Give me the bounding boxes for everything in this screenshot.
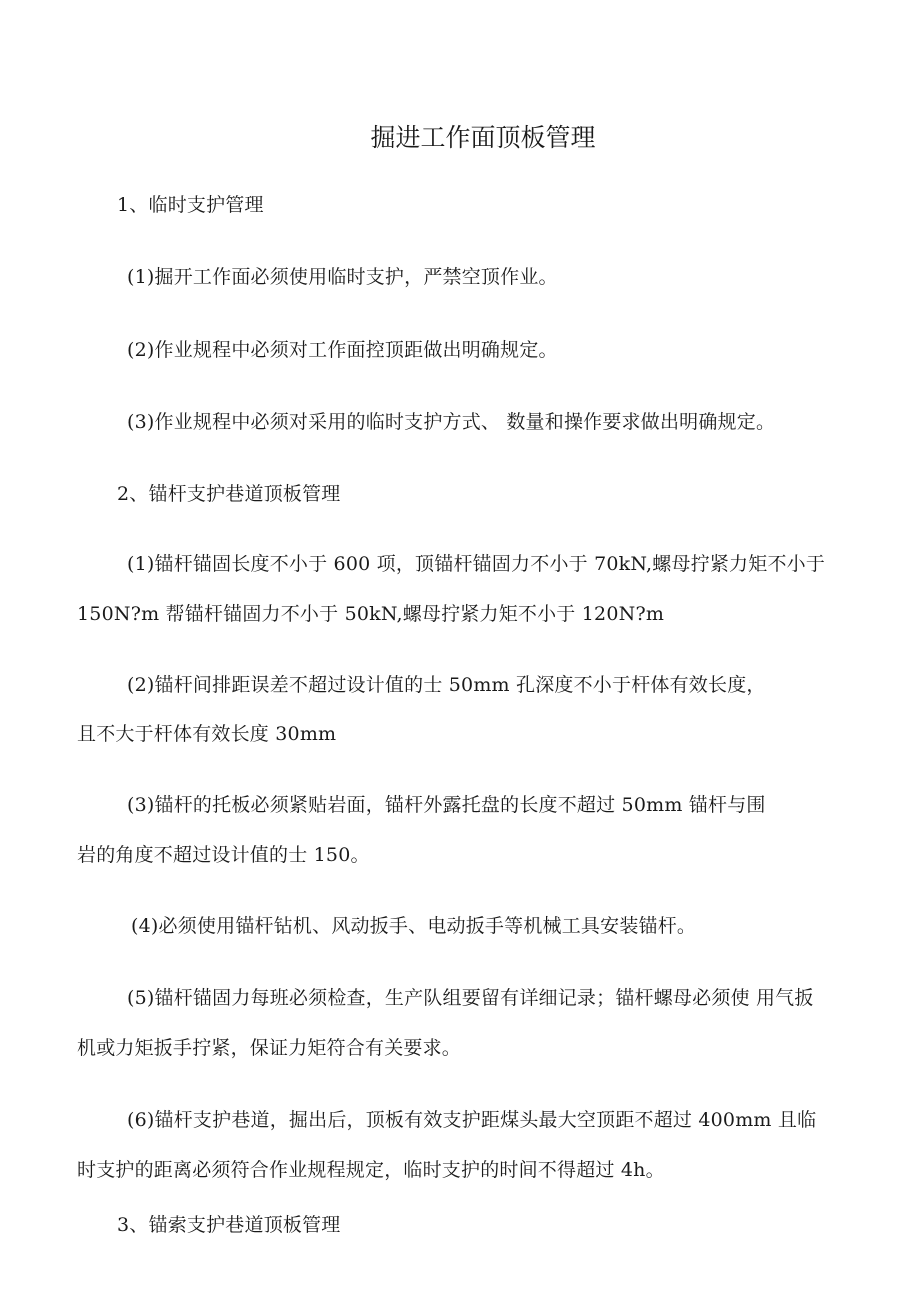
paragraph-line: (2)作业规程中必须对工作面控顶距做出明确规定。	[127, 339, 558, 361]
paragraph-line: 时支护的距离必须符合作业规程规定，临时支护的时间不得超过 4h。	[77, 1159, 665, 1181]
paragraph-line: 岩的角度不超过设计值的士 150。	[77, 844, 370, 866]
paragraph-line: 150N?m 帮锚杆锚固力不小于 50kN,螺母拧紧力矩不小于 120N?m	[77, 603, 665, 625]
page-title: 掘进工作面顶板管理	[370, 123, 596, 152]
paragraph-line: 且不大于杆体有效长度 30mm	[77, 723, 337, 745]
section-heading: 1、临时支护管理	[117, 194, 264, 216]
paragraph-line: (6)锚杆支护巷道，掘出后，顶板有效支护距煤头最大空顶距不超过 400mm 且临	[127, 1109, 817, 1131]
section-heading: 2、锚杆支护巷道顶板管理	[117, 483, 341, 505]
paragraph-line: (5)锚杆锚固力每班必须检查，生产队组要留有详细记录；锚杆螺母必须使 用气扳	[127, 987, 814, 1009]
paragraph-line: (3)锚杆的托板必须紧贴岩面，锚杆外露托盘的长度不超过 50mm 锚杆与围	[127, 794, 766, 816]
paragraph-line: (3)作业规程中必须对采用的临时支护方式、 数量和操作要求做出明确规定。	[127, 411, 776, 433]
section-heading: 3、锚索支护巷道顶板管理	[117, 1214, 341, 1236]
paragraph-line: (1)掘开工作面必须使用临时支护，严禁空顶作业。	[127, 266, 558, 288]
paragraph-line: 机或力矩扳手拧紧，保证力矩符合有关要求。	[77, 1037, 462, 1059]
paragraph-line: (1)锚杆锚固长度不小于 600 项，顶锚杆锚固力不小于 70kN,螺母拧紧力矩不小于	[127, 553, 826, 575]
paragraph-line: (2)锚杆间排距误差不超过设计值的士 50mm 孔深度不小于杆体有效长度，	[127, 674, 766, 696]
paragraph-line: (4)必须使用锚杆钻机、风动扳手、电动扳手等机械工具安装锚杆。	[131, 915, 697, 937]
